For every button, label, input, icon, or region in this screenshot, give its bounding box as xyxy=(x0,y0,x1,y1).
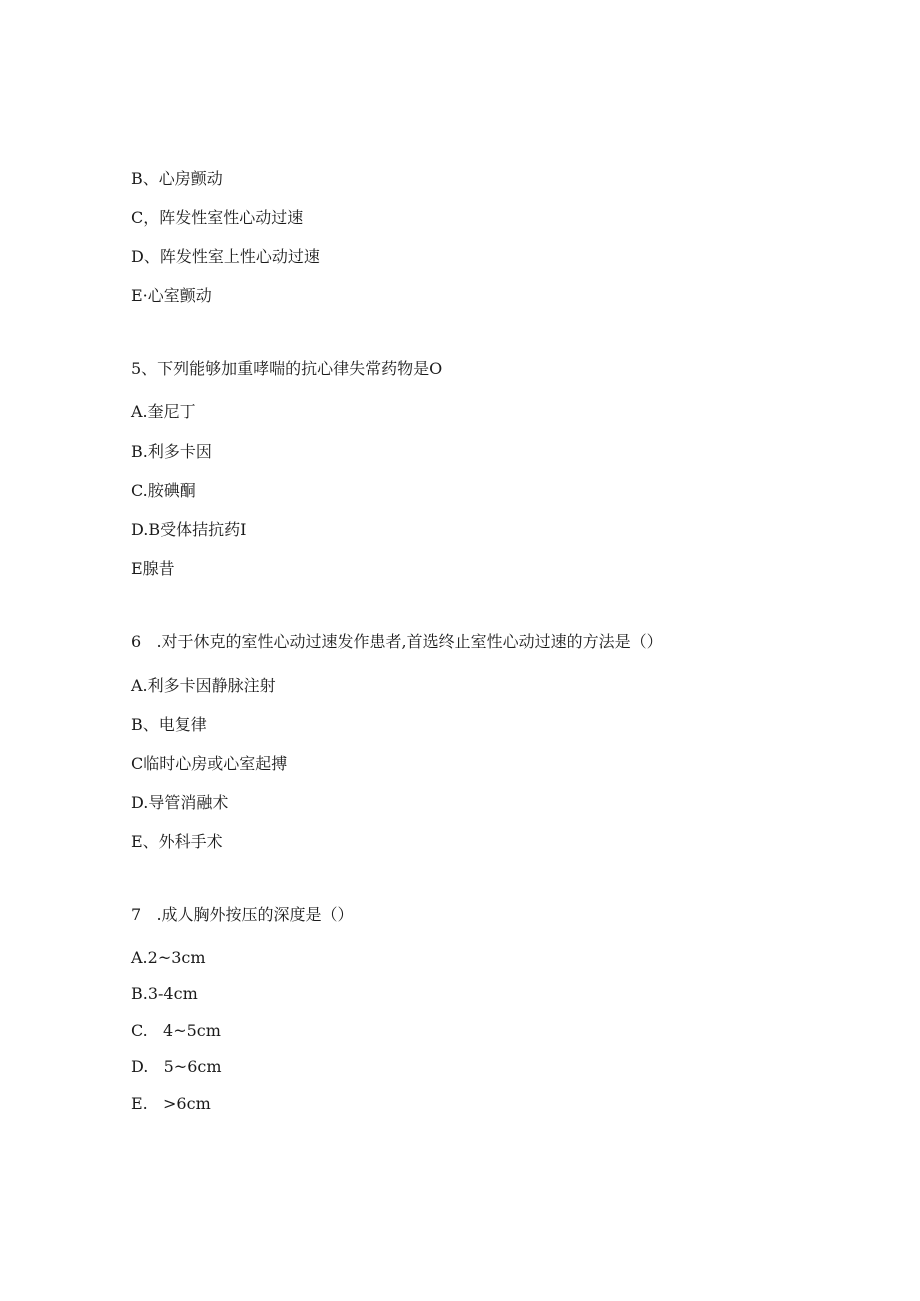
q6-stem: 6 .对于休克的室性心动过速发作患者,首选终止室性心动过速的方法是（） xyxy=(131,632,663,651)
q4-option-d: D、阵发性室上性心动过速 xyxy=(131,247,320,266)
q6-option-a: A.利多卡因静脉注射 xyxy=(131,676,276,695)
q6-option-e: E、外科手术 xyxy=(131,832,223,851)
q7-option-d: D. 5~6cm xyxy=(131,1057,222,1076)
q6-option-c: C临时心房或心室起搏 xyxy=(131,754,288,773)
q6-option-b: B、电复律 xyxy=(131,715,207,734)
q7-stem: 7 .成人胸外按压的深度是（） xyxy=(131,905,354,924)
q7-option-b: B.3-4cm xyxy=(131,984,198,1003)
q6-option-d: D.导管消融术 xyxy=(131,793,229,812)
q7-option-e: E. >6cm xyxy=(131,1094,211,1113)
q5-option-e: E腺昔 xyxy=(131,559,175,578)
q4-option-c: C，阵发性室性心动过速 xyxy=(131,208,304,227)
q7-option-c: C. 4~5cm xyxy=(131,1021,221,1040)
q4-option-e: E·心室颤动 xyxy=(131,286,212,305)
q5-option-a: A.奎尼丁 xyxy=(131,402,196,421)
q4-option-b: B、心房颤动 xyxy=(131,169,223,188)
q7-option-a: A.2~3cm xyxy=(131,948,206,967)
q5-option-b: B.利多卡因 xyxy=(131,442,212,461)
q5-option-d: D.B受体拮抗药I xyxy=(131,520,247,539)
q5-option-c: C.胺碘酮 xyxy=(131,481,196,500)
q5-stem: 5、下列能够加重哮喘的抗心律失常药物是O xyxy=(131,359,443,378)
